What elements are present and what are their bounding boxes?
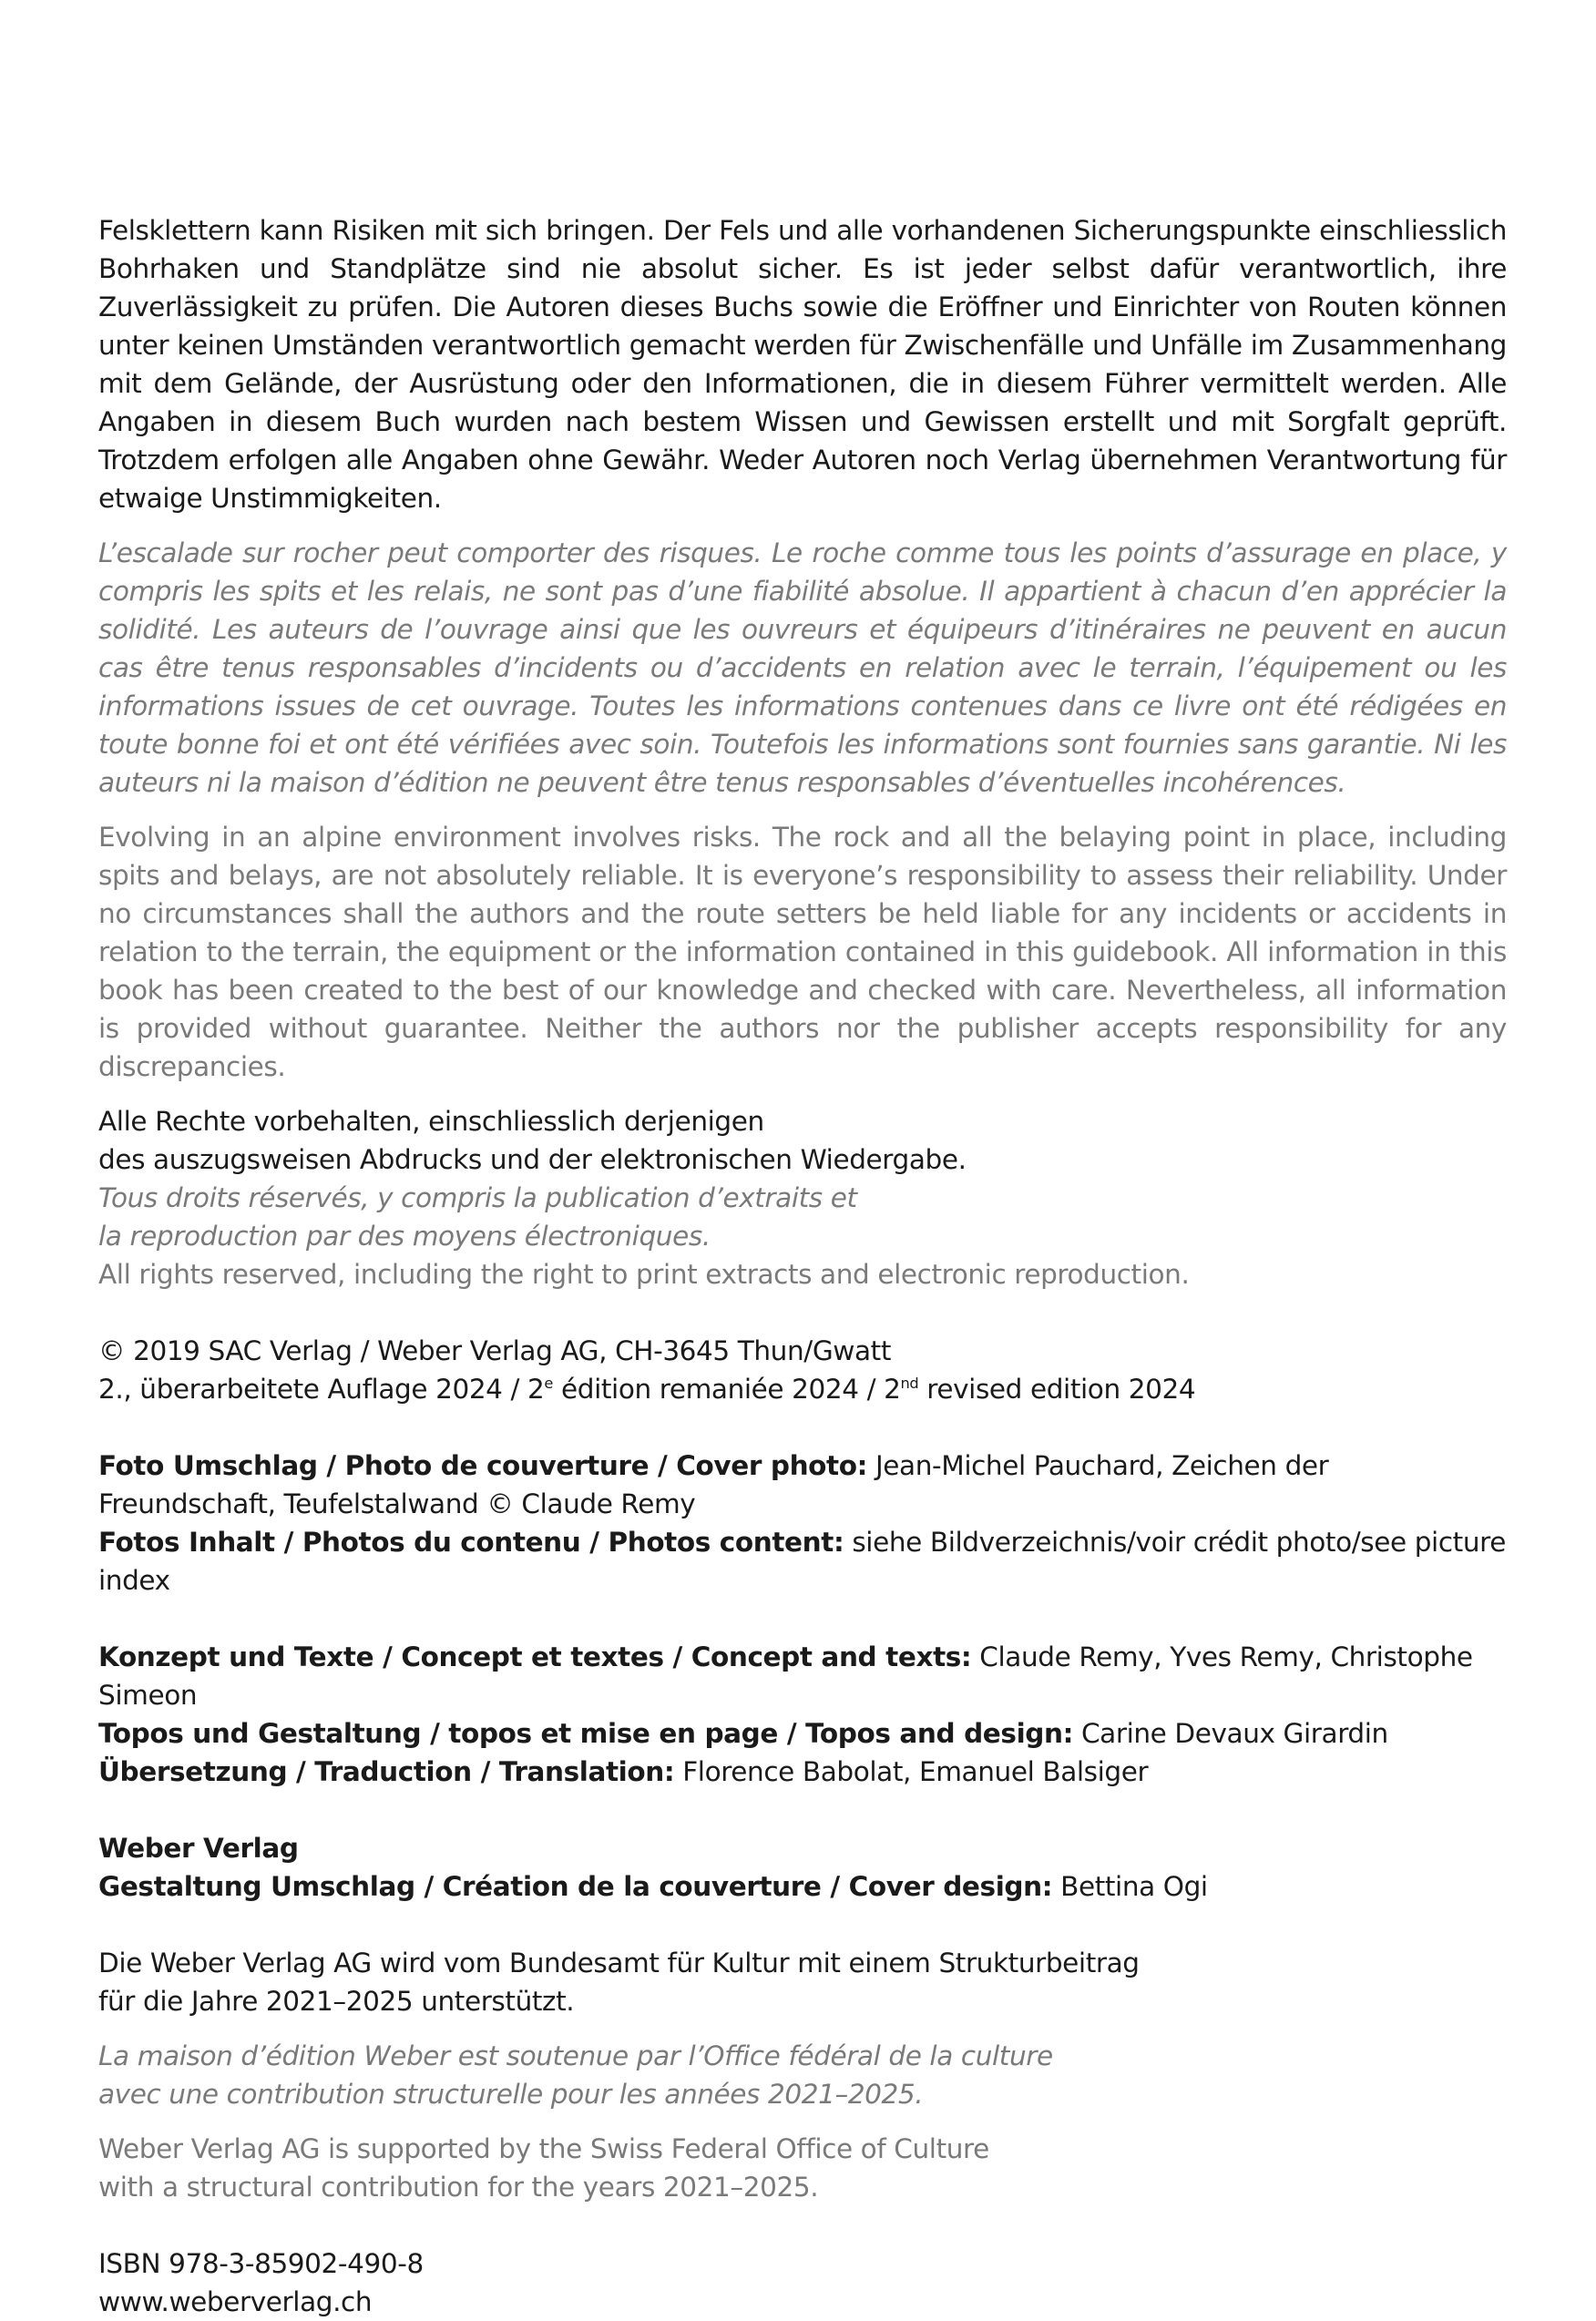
support-en-line: Weber Verlag AG is supported by the Swiss Federal Office of Culture <box>98 2133 989 2164</box>
support-en-line: with a structural contribution for the years 2021–2025. <box>98 2172 819 2203</box>
website-link[interactable]: www.weberverlag.ch <box>98 2286 373 2317</box>
disclaimer-german: Felsklettern kann Risiken mit sich bringen. Der Fels und alle vorhandenen Sicherungspunkte einschliesslich Bohrhaken und Standplätze sind nie absolut sicher. Es ist jeder selbst dafür verantwortlich, ihre Zuverlässigkeit zu prüfen. Die Autoren dieses Buchs sowie die Eröffner und Einrichter von Routen können unter keinen Umständen verantwortlich gemacht werden für Zwischenfälle und Unfälle im Zusammenhang mit dem Gelände, der Ausrüstung oder den Informationen, die in diesem Führer vermittelt werden. Alle Angaben in diesem Buch wurden nach bestem Wissen und Gewissen erstellt und mit Sorgfalt geprüft. Trotzdem erfolgen alle Angaben ohne Gewähr. Weder Autoren noch Verlag übernehmen Verantwortung für etwaige Unstimmigkeiten. <box>98 215 1507 514</box>
support-fr-line: avec une contribution structurelle pour les années 2021–2025. <box>98 2079 924 2110</box>
support-en <box>98 2130 1507 2206</box>
support-fr <box>98 2037 1507 2113</box>
weber-block <box>98 1829 1507 1906</box>
weber-title: Weber Verlag <box>98 1833 299 1864</box>
isbn-block <box>98 2244 1507 2321</box>
rights-fr-line: la reproduction par des moyens électroniques. <box>98 1221 711 1252</box>
photo-credits-block <box>98 1447 1507 1600</box>
rights-de-line: Alle Rechte vorbehalten, einschliesslich derjenigen <box>98 1106 764 1137</box>
disclaimer-french: L’escalade sur rocher peut comporter des risques. Le roche comme tous les points d’assurage en place, y compris les spits et les relais, ne sont pas d’une fiabilité absolue. Il appartient à chacun d’en apprécier la solidité. Les auteurs de l’ouvrage ainsi que les ouvreurs et équipeurs d’itinéraires ne peuvent en aucun cas être tenus responsables d’incidents ou d’accidents en relation avec le terrain, l’équipement ou les informations issues de cet ouvrage. Toutes les informations contenues dans ce livre ont été rédigées en toute bonne foi et ont été vérifiées avec soin. Toutefois les informations sont fournies sans garantie. Ni les auteurs ni la maison d’édition ne peuvent être tenus responsables d’éventuelles incohérences. <box>98 537 1507 798</box>
disclaimer-english: Evolving in an alpine environment involves risks. The rock and all the belaying point in place, including spits and belays, are not absolutely reliable. It is everyone’s responsibility to assess their reliability. Under no circumstances shall the authors and the route setters be held liable for any incidents or accidents in relation to the terrain, the equipment or the information contained in this guidebook. All information in this book has been created to the best of our knowledge and checked with care. Nevertheless, all information is provided without guarantee. Neither the authors nor the publisher accepts responsibility for any discrepancies. <box>98 822 1507 1082</box>
support-de-line: Die Weber Verlag AG wird vom Bundesamt für Kultur mit einem Strukturbeitrag <box>98 1948 1140 1978</box>
cover-design-credit: Gestaltung Umschlag / Création de la couverture / Cover design: Bettina Ogi <box>98 1871 1208 1902</box>
imprint-page <box>98 211 1507 2321</box>
cover-photo-credit: Foto Umschlag / Photo de couverture / Cover photo: Jean-Michel Pauchard, Zeichen der Freundschaft, Teufelstalwand © Claude Remy <box>98 1450 1329 1519</box>
topos-credit: Topos und Gestaltung / topos et mise en page / Topos and design: Carine Devaux Girardin <box>98 1718 1388 1749</box>
support-fr-line: La maison d’édition Weber est soutenue par l’Office fédéral de la culture <box>98 2040 1053 2071</box>
rights-de-line: des auszugsweisen Abdrucks und der elektronischen Wiedergabe. <box>98 1144 967 1175</box>
text-credits-block <box>98 1638 1507 1791</box>
rights-fr-line: Tous droits réservés, y compris la publication d’extraits et <box>98 1182 857 1213</box>
content-photo-credit: Fotos Inhalt / Photos du contenu / Photos content: siehe Bildverzeichnis/voir crédit photo/see picture index <box>98 1527 1506 1596</box>
copyright-line: © 2019 SAC Verlag / Weber Verlag AG, CH-3645 Thun/Gwatt <box>98 1335 892 1366</box>
concept-credit: Konzept und Texte / Concept et textes / Concept and texts: Claude Remy, Yves Remy, Christophe Simeon <box>98 1641 1473 1711</box>
edition-line: 2., überarbeitete Auflage 2024 / 2e édition remaniée 2024 / 2nd revised edition 2024 <box>98 1374 1196 1405</box>
copyright-block <box>98 1332 1507 1408</box>
translation-credit: Übersetzung / Traduction / Translation: Florence Babolat, Emanuel Balsiger <box>98 1756 1149 1787</box>
isbn: ISBN 978-3-85902-490-8 <box>98 2248 424 2279</box>
rights-en-line: All rights reserved, including the right to print extracts and electronic reproduction. <box>98 1259 1190 1290</box>
support-de-line: für die Jahre 2021–2025 unterstützt. <box>98 1986 575 2017</box>
rights-block <box>98 1102 1507 1293</box>
support-de <box>98 1944 1507 2020</box>
